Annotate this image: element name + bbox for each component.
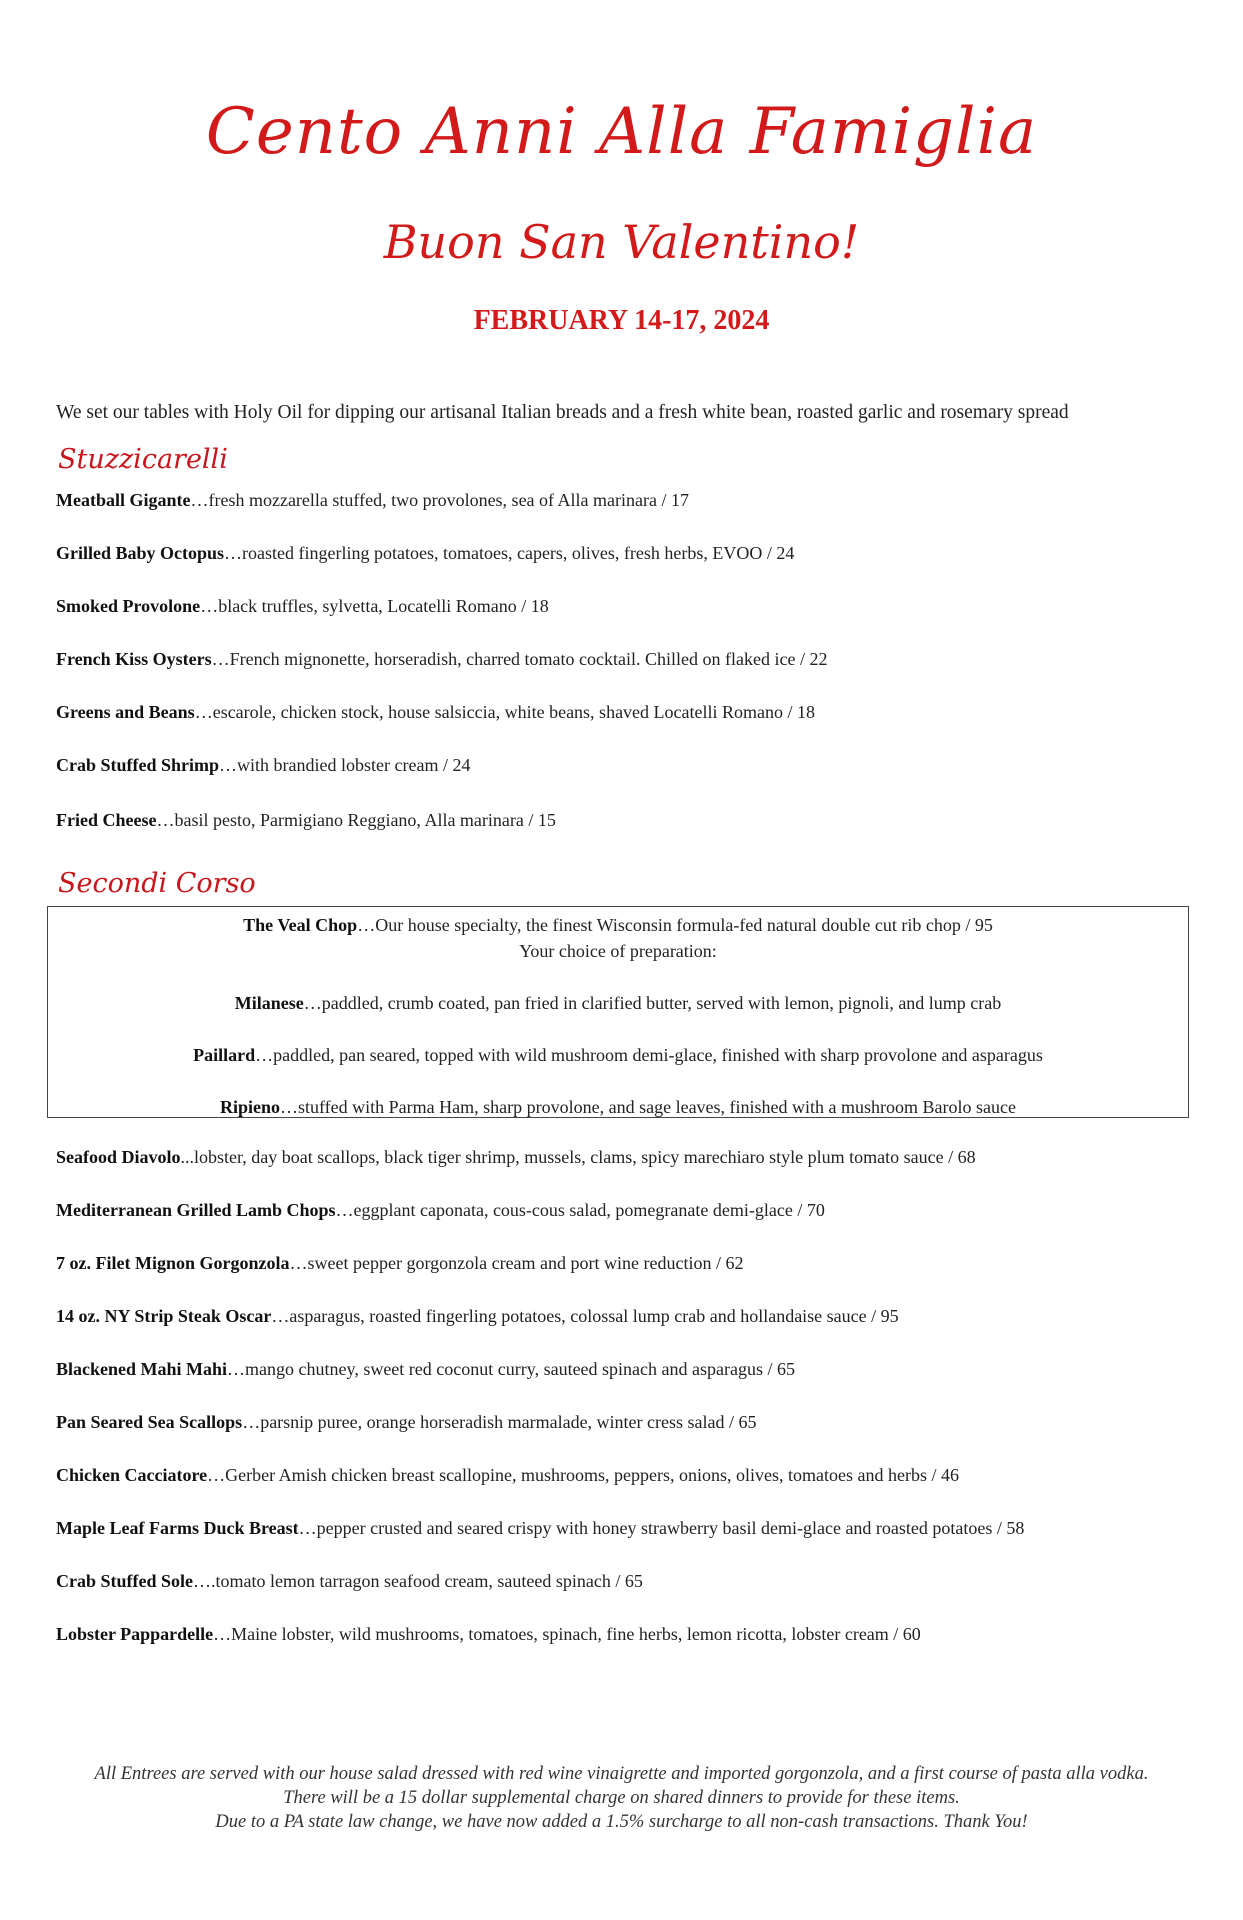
item-name: Fried Cheese: [56, 810, 157, 830]
item-name: Grilled Baby Octopus: [56, 543, 225, 563]
item-desc: …eggplant caponata, cous-cous salad, pomegranate demi-glace / 70: [335, 1200, 825, 1220]
item-name: Milanese: [234, 993, 304, 1013]
section-heading-stuzzicarelli: Stuzzicarelli: [58, 444, 228, 475]
item-name: Meatball Gigante: [56, 490, 191, 510]
veal-chop-box: [47, 906, 1189, 1118]
preparation-option: [48, 1045, 1188, 1066]
item-desc: …asparagus, roasted fingerling potatoes, colossal lump crab and hollandaise sauce / 95: [271, 1306, 899, 1326]
item-name: Ripieno: [219, 1097, 280, 1117]
footer-note: Due to a PA state law change, we have now added a 1.5% surcharge to all non-cash transactions. Thank You!: [215, 1812, 1028, 1832]
item-desc: …stuffed with Parma Ham, sharp provolone, and sage leaves, finished with a mushroom Barolo sauce: [280, 1097, 1016, 1117]
item-name: Lobster Pappardelle: [56, 1624, 214, 1644]
item-name: Maple Leaf Farms Duck Breast: [56, 1518, 299, 1538]
item-name: Crab Stuffed Sole: [56, 1571, 194, 1591]
menu-item: [56, 702, 815, 723]
item-desc: …with brandied lobster cream / 24: [219, 755, 471, 775]
item-desc: …Gerber Amish chicken breast scallopine, mushrooms, peppers, onions, olives, tomatoes and herbs / 46: [207, 1465, 959, 1485]
preparation-option: [48, 1097, 1188, 1118]
menu-item: [56, 1571, 643, 1592]
veal-choice-note: Your choice of preparation:: [519, 941, 717, 961]
item-name: Paillard: [193, 1045, 256, 1065]
item-desc: …paddled, pan seared, topped with wild mushroom demi-glace, finished with sharp provolone and asparagus: [255, 1045, 1043, 1065]
menu-item: [56, 1147, 976, 1168]
item-name: 14 oz. NY Strip Steak Oscar: [56, 1306, 272, 1326]
item-name: Mediterranean Grilled Lamb Chops: [56, 1200, 336, 1220]
item-name: Seafood Diavolo: [56, 1147, 181, 1167]
footer-note: All Entrees are served with our house salad dressed with red wine vinaigrette and imported gorgonzola, and a first course of pasta alla vodka.: [94, 1764, 1149, 1784]
item-name: Greens and Beans: [56, 702, 195, 722]
item-desc: …Maine lobster, wild mushrooms, tomatoes, spinach, fine herbs, lemon ricotta, lobster cream / 60: [213, 1624, 921, 1644]
item-desc: …parsnip puree, orange horseradish marmalade, winter cress salad / 65: [242, 1412, 757, 1432]
item-name: Crab Stuffed Shrimp: [56, 755, 220, 775]
page-title: Cento Anni Alla Famiglia: [205, 95, 1038, 169]
menu-item: [56, 1624, 921, 1645]
menu-item: [56, 543, 794, 564]
item-name: 7 oz. Filet Mignon Gorgonzola: [56, 1253, 290, 1273]
item-desc: …pepper crusted and seared crispy with honey strawberry basil demi-glace and roasted potatoes / 58: [298, 1518, 1025, 1538]
item-desc: …escarole, chicken stock, house salsiccia, white beans, shaved Locatelli Romano / 18: [194, 702, 816, 722]
menu-item: [56, 1465, 959, 1486]
menu-item: [56, 1253, 744, 1274]
menu-item: [56, 1359, 795, 1380]
preparation-option: [48, 993, 1188, 1014]
veal-chop-line: [48, 915, 1188, 936]
item-desc: …sweet pepper gorgonzola cream and port wine reduction / 62: [289, 1253, 744, 1273]
item-desc: ...lobster, day boat scallops, black tiger shrimp, mussels, clams, spicy marechiaro style plum tomato sauce / 68: [180, 1147, 976, 1167]
menu-item: [56, 1200, 825, 1221]
item-name: Blackened Mahi Mahi: [56, 1359, 228, 1379]
menu-item: [56, 810, 556, 831]
section-heading-secondi: Secondi Corso: [58, 868, 256, 899]
menu-item: [56, 1306, 899, 1327]
item-desc: …basil pesto, Parmigiano Reggiano, Alla marinara / 15: [156, 810, 556, 830]
item-name: Pan Seared Sea Scallops: [56, 1412, 243, 1432]
menu-item: [56, 596, 549, 617]
item-desc: …French mignonette, horseradish, charred tomato cocktail. Chilled on flaked ice / 22: [211, 649, 828, 669]
event-dates: FEBRUARY 14-17, 2024: [473, 305, 770, 336]
item-name: The Veal Chop: [243, 915, 358, 935]
item-name: French Kiss Oysters: [56, 649, 212, 669]
menu-item: [56, 755, 470, 776]
item-desc: ….tomato lemon tarragon seafood cream, sauteed spinach / 65: [193, 1571, 643, 1591]
item-desc: …black truffles, sylvetta, Locatelli Romano / 18: [200, 596, 549, 616]
item-desc: …paddled, crumb coated, pan fried in clarified butter, served with lemon, pignoli, and lump crab: [303, 993, 1002, 1013]
item-desc: …fresh mozzarella stuffed, two provolones, sea of Alla marinara / 17: [190, 490, 689, 510]
page-subtitle: Buon San Valentino!: [383, 215, 860, 269]
menu-item: [56, 1518, 1024, 1539]
item-desc: …Our house specialty, the finest Wisconsin formula-fed natural double cut rib chop / 95: [357, 915, 993, 935]
footer-note: There will be a 15 dollar supplemental charge on shared dinners to provide for these items.: [283, 1788, 960, 1808]
item-desc: …roasted fingerling potatoes, tomatoes, capers, olives, fresh herbs, EVOO / 24: [224, 543, 795, 563]
menu-item: [56, 1412, 757, 1433]
item-desc: …mango chutney, sweet red coconut curry, sauteed spinach and asparagus / 65: [227, 1359, 795, 1379]
item-name: Smoked Provolone: [56, 596, 201, 616]
item-name: Chicken Cacciatore: [56, 1465, 208, 1485]
intro-text: We set our tables with Holy Oil for dipping our artisanal Italian breads and a fresh white bean, roasted garlic and rosemary spread: [56, 402, 1069, 423]
menu-item: [56, 649, 827, 670]
menu-item: [56, 490, 689, 511]
